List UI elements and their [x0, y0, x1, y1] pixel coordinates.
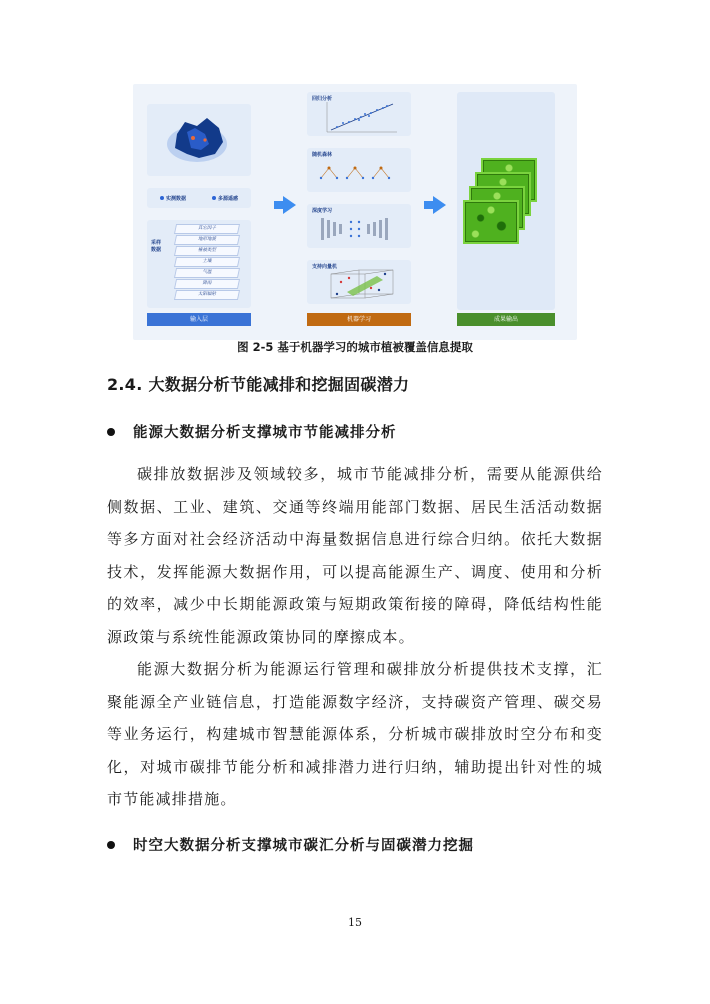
layer-item: 植被类型: [174, 246, 240, 256]
sampling-layers-card: [147, 220, 251, 308]
bullet-heading: [107, 421, 397, 442]
ml-panel-regression: [307, 92, 411, 136]
bullet-heading-text: 时空大数据分析支撑城市碳汇分析与固碳潜力挖掘: [133, 838, 474, 854]
sampling-label: 采样数据: [151, 240, 162, 253]
svm-cube-icon: [307, 260, 411, 304]
bullet-heading-text: 能源大数据分析支撑城市节能减排分析: [133, 425, 397, 441]
data-legend: [147, 188, 251, 208]
bullet-heading: [107, 834, 474, 855]
layer-item: 土壤: [174, 257, 240, 267]
output-bar: 成果输出: [457, 313, 555, 326]
arrow-right-icon: [283, 196, 296, 214]
layer-item: 太阳辐射: [174, 290, 240, 300]
neural-network-icon: [307, 204, 411, 248]
city-map-icon: [147, 104, 251, 176]
layer-item: 气温: [174, 268, 240, 278]
output-column: [457, 92, 555, 310]
ml-panel-title: 随机森林: [312, 152, 333, 158]
ml-panel-title: 深度学习: [312, 208, 333, 214]
input-layer-column: [147, 92, 251, 310]
paragraph: 能源大数据分析为能源运行管理和碳排放分析提供技术支撑，汇聚能源全产业链信息，打造能源数字经济，支持碳资产管理、碳交易等业务运行，构建城市智慧能源体系，分析城市碳排放时空分布和变化，对城市碳排节能分析和减排潜力进行归纳，辅助提出针对性的城市节能减排措施。: [107, 660, 603, 808]
page-number: 15: [348, 916, 362, 929]
input-layer-bar: 输入层: [147, 313, 251, 326]
scatter-plot-icon: [307, 92, 411, 136]
ml-vegetation-figure: [133, 84, 577, 340]
paragraph: 碳排放数据涉及领域较多，城市节能减排分析，需要从能源供给侧数据、工业、建筑、交通等终端用能部门数据、居民生活活动数据等多方面对社会经济活动中海量数据信息进行综合归纳。依托大数据技术，发挥能源大数据作用，可以提高能源生产、调度、使用和分析的效率，减少中长期能源政策与短期政策衔接的障碍，降低结构性能源政策与系统性能源政策协同的摩擦成本。: [107, 465, 603, 646]
legend-item: 实测数据: [160, 195, 186, 202]
figure-caption: 图 2-5 基于机器学习的城市植被覆盖信息提取: [237, 340, 473, 354]
ml-panel-title: 支持向量机: [312, 264, 338, 270]
bullet-dot-icon: [107, 841, 115, 849]
ml-panel-random-forest: [307, 148, 411, 192]
bullet-dot-icon: [107, 428, 115, 436]
layer-item: 降雨: [174, 279, 240, 289]
ml-column: [307, 92, 411, 310]
section-title: 2.4. 大数据分析节能减排和挖掘固碳潜力: [107, 375, 410, 394]
ml-bar: 机器学习: [307, 313, 411, 326]
ml-panel-deep-learning: [307, 204, 411, 248]
layer-item: 地形地貌: [174, 235, 240, 245]
legend-item: 多源遥感: [212, 195, 238, 202]
ml-panel-svm: [307, 260, 411, 304]
layer-item: 其它因子: [174, 224, 240, 234]
ml-panel-title: 回归分析: [312, 96, 333, 102]
city-map-card: [147, 104, 251, 176]
decision-tree-icon: [307, 148, 411, 192]
arrow-right-icon: [433, 196, 446, 214]
vegetation-map-tile: [463, 200, 519, 244]
